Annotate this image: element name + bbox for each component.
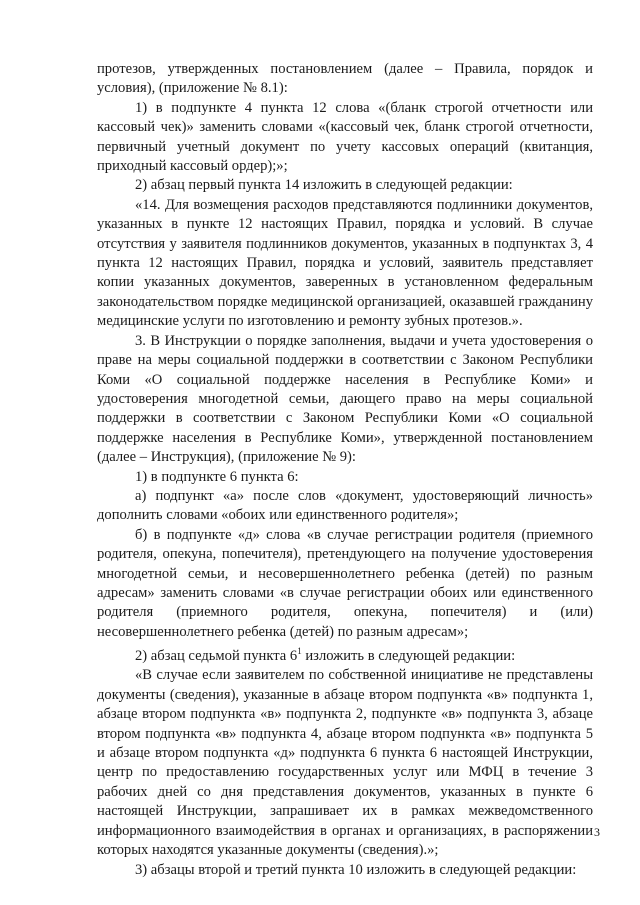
paragraph-5: 3. В Инструкции о порядке заполнения, выдачи и учета удостоверения о праве на меры социальной поддержки в соответствии с Законом Республики Коми «О социальной поддержке населения в Республике Коми» и удостоверения многодетной семьи, дающего право на меры социальной поддержки в соответствии с Законом Республики Коми «О социальной поддержке населения в Республике Коми», утвержденной постановлением (далее – Инструкция), (приложение № 9): bbox=[97, 332, 593, 466]
paragraph-7: а) подпункт «а» после слов «документ, удостоверяющий личность» дополнить словами «обоих или единственного родителя»; bbox=[97, 487, 593, 524]
paragraph-3: 2) абзац первый пункта 14 изложить в следующей редакции: bbox=[135, 177, 513, 194]
paragraph-6: 1) в подпункте 6 пункта 6: bbox=[135, 468, 299, 485]
paragraph-9-before: 2) абзац седьмой пункта 6 bbox=[135, 648, 298, 665]
paragraph-1: протезов, утвержденных постановлением (далее – Правила, порядок и условия), (приложение № 8.1): bbox=[97, 61, 593, 97]
document-body bbox=[97, 60, 593, 880]
paragraph-9-superscript: 1 bbox=[297, 646, 302, 657]
paragraph-9-after: изложить в следующей редакции: bbox=[301, 648, 516, 665]
paragraph-8: б) в подпункте «д» слова «в случае регистрации родителя (приемного родителя, опекуна, попечителя), претендующего на получение удостоверения многодетной семьи, и несовершеннолетнего ребенка (детей) по разным адресам» заменить словами «в случае регистрации обоих или единственного родителя (приемного родителя, опекуна, попечителя) и (или) несовершеннолетнего ребенка (детей) по разным адресам»; bbox=[97, 526, 593, 640]
paragraph-2: 1) в подпункте 4 пункта 12 слова «(бланк строгой отчетности или кассовый чек)» заменить словами «(кассовый чек, бланк строгой отчетности, первичный учетный документ по учету кассовых операций (квитанция, приходный кассовый ордер);»; bbox=[97, 99, 593, 175]
page-number: 3 bbox=[594, 825, 600, 839]
paragraph-9 bbox=[97, 642, 593, 666]
paragraph-4: «14. Для возмещения расходов представляются подлинники документов, указанных в пункте 12 настоящих Правил, порядка и условий. В случае отсутствия у заявителя подлинников документов, указанных в подпунктах 3, 4 пункта 12 настоящих Правил, порядка и условий, заявитель представляет копии указанных документов, заверенных в установленном федеральным законодательством порядке медицинской организацией, оказавшей гражданину медицинские услуги по изготовлению и ремонту зубных протезов.». bbox=[97, 196, 593, 330]
paragraph-10: «В случае если заявителем по собственной инициативе не представлены документы (сведения), указанные в абзаце втором подпункта «в» подпункта 1, абзаце втором подпункта «в» подпункта 2, подпункте «в» подпункта 3, абзаце втором подпункта «в» подпункта 4, абзаце втором подпункта «в» подпункта 5 и абзаце втором подпункта «д» подпункта 6 пункта 6 настоящей Инструкции, центр по предоставлению государственных услуг или МФЦ в течение 3 рабочих дней со дня представления документов, указанных в пункте 6 настоящей Инструкции, запрашивает их в рамках межведомственного информационного взаимодействия в органах и организациях, в распоряжении которых находятся указанные документы (сведения).»; bbox=[97, 667, 593, 859]
paragraph-11: 3) абзацы второй и третий пункта 10 изложить в следующей редакции: bbox=[135, 861, 577, 878]
